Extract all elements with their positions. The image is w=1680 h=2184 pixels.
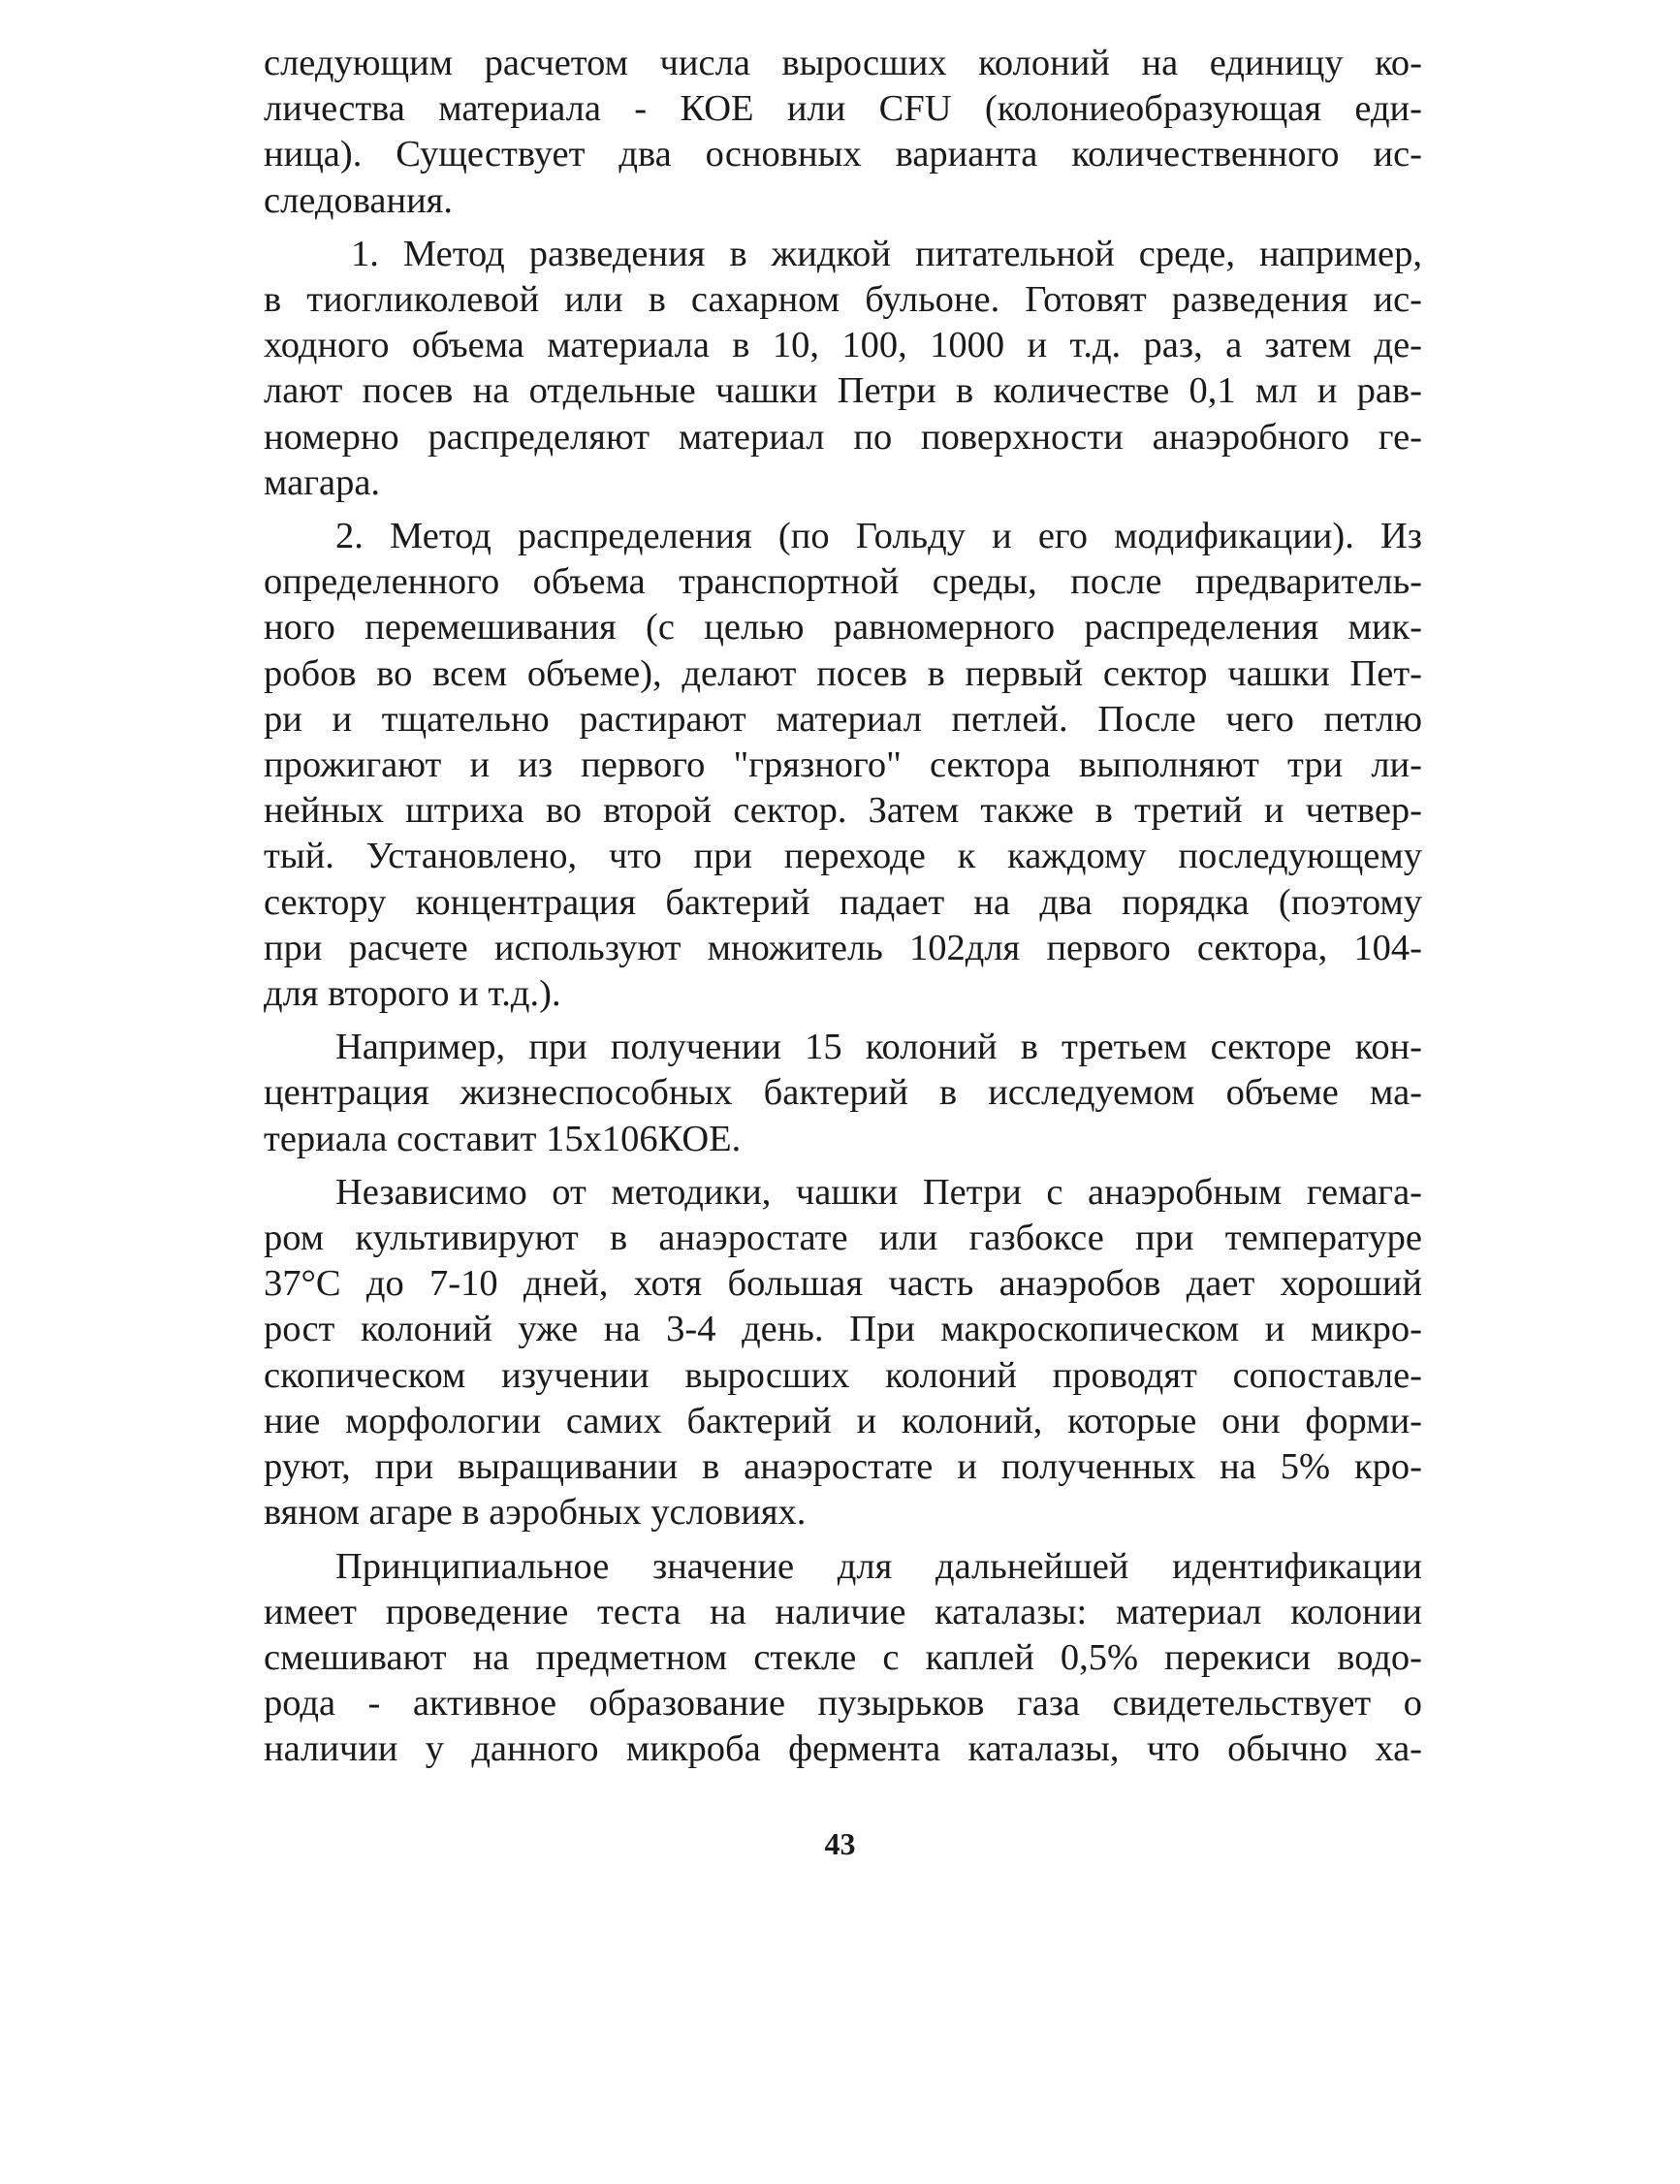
text-line: скопическом изучении выросших колоний проводят сопоставле-: [264, 1354, 1422, 1396]
text-line: Принципиальное значение для дальнейшей идентификации: [335, 1545, 1422, 1587]
text-line: номерно распределяют материал по поверхности анаэробного ге-: [264, 416, 1422, 458]
paragraph-method-distribution: [264, 514, 1422, 1017]
text-line: нейных штриха во второй сектор. Затем также в третий и четвер-: [264, 790, 1422, 832]
text-line: смешивают на предметном стекле с каплей 0,5% перекиси водо-: [264, 1636, 1422, 1678]
text-line: личества материала - КОЕ или CFU (колониеобразующая еди-: [264, 88, 1422, 130]
text-line: центрация жизнеспособных бактерий в исследуемом объеме ма-: [264, 1072, 1422, 1114]
paragraph-cultivation: [264, 1170, 1422, 1536]
page-body: [264, 41, 1422, 1781]
text-line: имеет проведение теста на наличие каталазы: материал колонии: [264, 1591, 1422, 1632]
text-line: вяном агаре в аэробных условиях.: [264, 1492, 807, 1534]
text-line: следующим расчетом числа выросших колоний на единицу ко-: [264, 43, 1422, 83]
text-line: наличии у данного микроба фермента каталазы, что обычно ха-: [264, 1728, 1422, 1770]
text-line: териала составит 15х106КОЕ.: [264, 1118, 742, 1159]
text-line: при расчете используют множитель 102для первого сектора, 104-: [264, 927, 1422, 968]
text-line: Например, при получении 15 колоний в третьем секторе кон-: [335, 1027, 1422, 1068]
text-line: рост колоний уже на 3-4 день. При макроскопическом и микро-: [264, 1309, 1422, 1350]
text-line: магара.: [264, 461, 381, 503]
text-line: сектору концентрация бактерий падает на два порядка (поэтому: [264, 881, 1422, 923]
text-line: 2. Метод распределения (по Гольду и его модификации). Из: [335, 516, 1422, 557]
text-line: тый. Установлено, что при переходе к каждому последующему: [264, 836, 1422, 877]
paragraph-catalase-test: [264, 1544, 1422, 1773]
text-line: ри и тщательно растирают материал петлей. После чего петлю: [264, 698, 1422, 740]
text-line: лают посев на отдельные чашки Петри в количестве 0,1 мл и рав-: [264, 370, 1422, 412]
text-line: прожигают и из первого "грязного" сектора выполняют три ли-: [264, 744, 1422, 786]
text-line: в тиогликолевой или в сахарном бульоне. Готовят разведения ис-: [264, 279, 1422, 321]
text-line: Независимо от методики, чашки Петри с анаэробным гемага-: [335, 1171, 1422, 1213]
paragraph-example: [264, 1025, 1422, 1162]
text-line: ром культивируют в анаэростате или газбоксе при температуре: [264, 1218, 1422, 1259]
text-line: ходного объема материала в 10, 100, 1000 и т.д. раз, а затем де-: [264, 325, 1422, 366]
text-line: рода - активное образование пузырьков газа свидетельствует о: [264, 1683, 1422, 1725]
text-line: руют, при выращивании в анаэростате и полученных на 5% кро-: [264, 1446, 1422, 1488]
text-line: робов во всем объеме), делают посев в первый сектор чашки Пет-: [264, 652, 1422, 694]
paragraph-method-dilution: [264, 232, 1422, 506]
text-line: 37°С до 7-10 дней, хотя большая часть анаэробов дает хороший: [264, 1263, 1422, 1305]
text-line: определенного объема транспортной среды, после предваритель-: [264, 561, 1422, 603]
text-line: следования.: [264, 179, 454, 221]
text-line: 1. Метод разведения в жидкой питательной среде, например,: [351, 233, 1422, 274]
page-number: 43: [824, 1826, 856, 1861]
text-line: для второго и т.д.).: [264, 973, 561, 1015]
text-line: ние морфологии самих бактерий и колоний, которые они форми-: [264, 1400, 1422, 1441]
paragraph-intro-continuation: [264, 41, 1422, 224]
text-line: ного перемешивания (с целью равномерного распределения мик-: [264, 607, 1422, 649]
text-line: ница). Существует два основных варианта количественного ис-: [264, 134, 1422, 175]
